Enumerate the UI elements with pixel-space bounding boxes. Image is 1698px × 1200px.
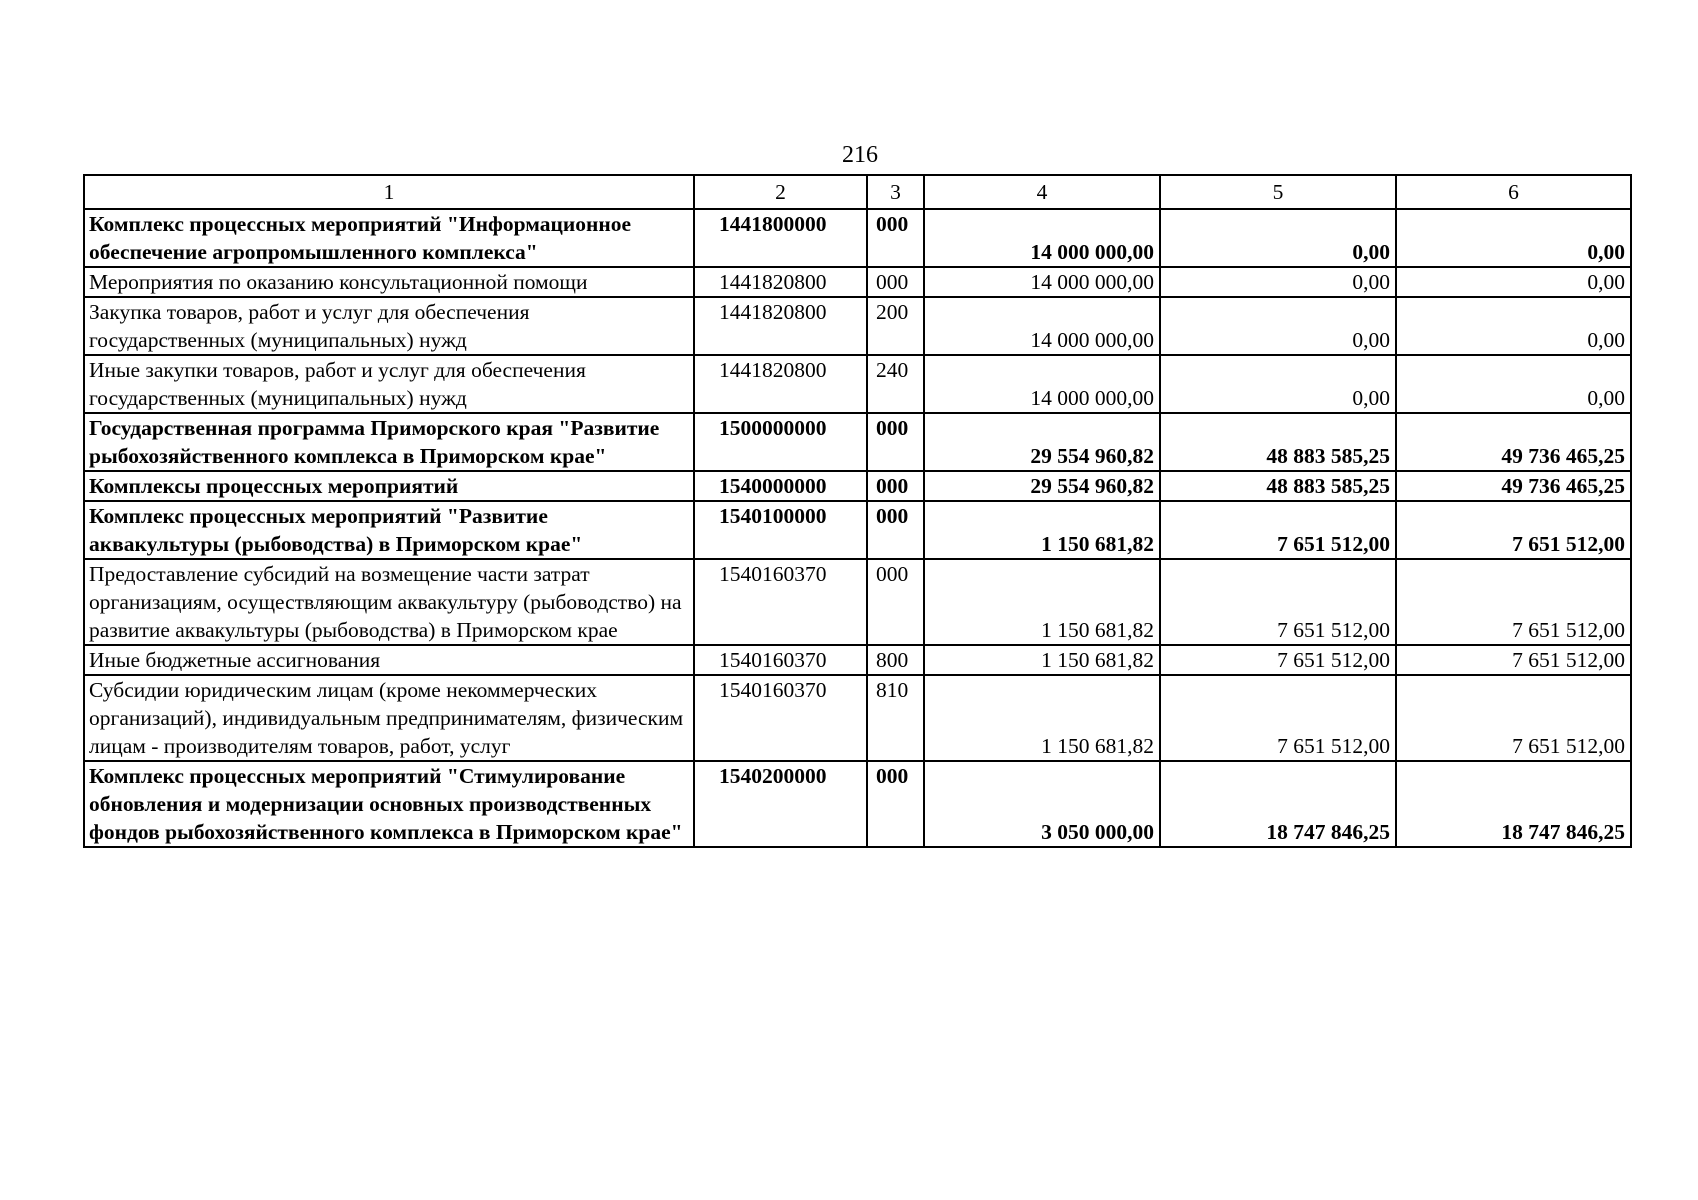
header-row bbox=[84, 175, 1631, 209]
row-name-cell: Иные закупки товаров, работ и услуг для обеспечения государственных (муниципальных) нужд bbox=[84, 355, 694, 413]
row-amount-col4-cell: 14 000 000,00 bbox=[924, 297, 1160, 355]
row-amount-col6-cell: 0,00 bbox=[1396, 209, 1631, 267]
row-code-cell: 1540160370 bbox=[694, 675, 867, 761]
row-amount-col6-cell: 0,00 bbox=[1396, 355, 1631, 413]
row-expense-type-cell: 000 bbox=[867, 761, 924, 847]
row-expense-type-cell: 000 bbox=[867, 501, 924, 559]
row-name-cell: Комплекс процессных мероприятий "Информационное обеспечение агропромышленного комплекса" bbox=[84, 209, 694, 267]
row-amount-col4-cell: 1 150 681,82 bbox=[924, 645, 1160, 675]
row-amount-col5-cell: 0,00 bbox=[1160, 267, 1396, 297]
page-number: 216 bbox=[842, 142, 878, 168]
row-name-cell: Субсидии юридическим лицам (кроме некоммерческих организаций), индивидуальным предпринимателям, физическим лицам - производителям товаров, работ, услуг bbox=[84, 675, 694, 761]
row-name-cell: Предоставление субсидий на возмещение части затрат организациям, осуществляющим аквакультуру (рыбоводство) на развитие аквакультуры (рыбоводства) в Приморском крае bbox=[84, 559, 694, 645]
table-row bbox=[84, 297, 1631, 355]
row-amount-col4-cell: 3 050 000,00 bbox=[924, 761, 1160, 847]
row-amount-col5-cell: 0,00 bbox=[1160, 297, 1396, 355]
row-amount-col5-cell: 48 883 585,25 bbox=[1160, 471, 1396, 501]
row-amount-col5-cell: 7 651 512,00 bbox=[1160, 675, 1396, 761]
row-amount-col6-cell: 7 651 512,00 bbox=[1396, 559, 1631, 645]
row-name-cell: Закупка товаров, работ и услуг для обеспечения государственных (муниципальных) нужд bbox=[84, 297, 694, 355]
column-header-5: 5 bbox=[1160, 175, 1396, 209]
row-amount-col6-cell: 49 736 465,25 bbox=[1396, 471, 1631, 501]
row-expense-type-cell: 810 bbox=[867, 675, 924, 761]
row-code-cell: 1500000000 bbox=[694, 413, 867, 471]
row-expense-type-cell: 000 bbox=[867, 559, 924, 645]
row-expense-type-cell: 000 bbox=[867, 413, 924, 471]
table-row bbox=[84, 559, 1631, 645]
row-code-cell: 1540200000 bbox=[694, 761, 867, 847]
row-expense-type-cell: 000 bbox=[867, 209, 924, 267]
row-expense-type-cell: 800 bbox=[867, 645, 924, 675]
row-amount-col5-cell: 48 883 585,25 bbox=[1160, 413, 1396, 471]
row-code-cell: 1540000000 bbox=[694, 471, 867, 501]
table-row bbox=[84, 267, 1631, 297]
column-header-6: 6 bbox=[1396, 175, 1631, 209]
row-amount-col5-cell: 7 651 512,00 bbox=[1160, 559, 1396, 645]
row-expense-type-cell: 000 bbox=[867, 267, 924, 297]
row-name-cell: Комплекс процессных мероприятий "Стимулирование обновления и модернизации основных производственных фондов рыбохозяйственного комплекса в Приморском крае" bbox=[84, 761, 694, 847]
row-amount-col4-cell: 1 150 681,82 bbox=[924, 501, 1160, 559]
row-code-cell: 1540160370 bbox=[694, 645, 867, 675]
row-code-cell: 1441820800 bbox=[694, 355, 867, 413]
row-amount-col4-cell: 29 554 960,82 bbox=[924, 413, 1160, 471]
row-amount-col6-cell: 18 747 846,25 bbox=[1396, 761, 1631, 847]
row-amount-col6-cell: 7 651 512,00 bbox=[1396, 645, 1631, 675]
row-amount-col5-cell: 7 651 512,00 bbox=[1160, 501, 1396, 559]
budget-table bbox=[83, 174, 1632, 848]
budget-table-body bbox=[84, 175, 1631, 847]
row-name-cell: Иные бюджетные ассигнования bbox=[84, 645, 694, 675]
row-amount-col4-cell: 14 000 000,00 bbox=[924, 209, 1160, 267]
row-amount-col6-cell: 0,00 bbox=[1396, 297, 1631, 355]
row-code-cell: 1540160370 bbox=[694, 559, 867, 645]
column-header-4: 4 bbox=[924, 175, 1160, 209]
row-amount-col6-cell: 0,00 bbox=[1396, 267, 1631, 297]
table-row bbox=[84, 645, 1631, 675]
row-amount-col4-cell: 29 554 960,82 bbox=[924, 471, 1160, 501]
table-row bbox=[84, 209, 1631, 267]
row-amount-col5-cell: 0,00 bbox=[1160, 209, 1396, 267]
row-amount-col6-cell: 7 651 512,00 bbox=[1396, 501, 1631, 559]
row-amount-col6-cell: 49 736 465,25 bbox=[1396, 413, 1631, 471]
row-amount-col6-cell: 7 651 512,00 bbox=[1396, 675, 1631, 761]
table-row bbox=[84, 675, 1631, 761]
row-expense-type-cell: 200 bbox=[867, 297, 924, 355]
row-amount-col4-cell: 14 000 000,00 bbox=[924, 267, 1160, 297]
column-header-2: 2 bbox=[694, 175, 867, 209]
row-code-cell: 1441800000 bbox=[694, 209, 867, 267]
row-expense-type-cell: 240 bbox=[867, 355, 924, 413]
column-header-3: 3 bbox=[867, 175, 924, 209]
row-name-cell: Комплексы процессных мероприятий bbox=[84, 471, 694, 501]
row-name-cell: Мероприятия по оказанию консультационной помощи bbox=[84, 267, 694, 297]
row-expense-type-cell: 000 bbox=[867, 471, 924, 501]
row-amount-col5-cell: 0,00 bbox=[1160, 355, 1396, 413]
row-name-cell: Государственная программа Приморского края "Развитие рыбохозяйственного комплекса в Приморском крае" bbox=[84, 413, 694, 471]
row-name-cell: Комплекс процессных мероприятий "Развитие аквакультуры (рыбоводства) в Приморском крае" bbox=[84, 501, 694, 559]
row-amount-col5-cell: 7 651 512,00 bbox=[1160, 645, 1396, 675]
table-row bbox=[84, 471, 1631, 501]
table-row bbox=[84, 501, 1631, 559]
table-row bbox=[84, 413, 1631, 471]
column-header-1: 1 bbox=[84, 175, 694, 209]
row-amount-col4-cell: 1 150 681,82 bbox=[924, 675, 1160, 761]
row-code-cell: 1441820800 bbox=[694, 267, 867, 297]
row-code-cell: 1441820800 bbox=[694, 297, 867, 355]
row-amount-col5-cell: 18 747 846,25 bbox=[1160, 761, 1396, 847]
table-row bbox=[84, 761, 1631, 847]
row-code-cell: 1540100000 bbox=[694, 501, 867, 559]
table-row bbox=[84, 355, 1631, 413]
row-amount-col4-cell: 1 150 681,82 bbox=[924, 559, 1160, 645]
row-amount-col4-cell: 14 000 000,00 bbox=[924, 355, 1160, 413]
